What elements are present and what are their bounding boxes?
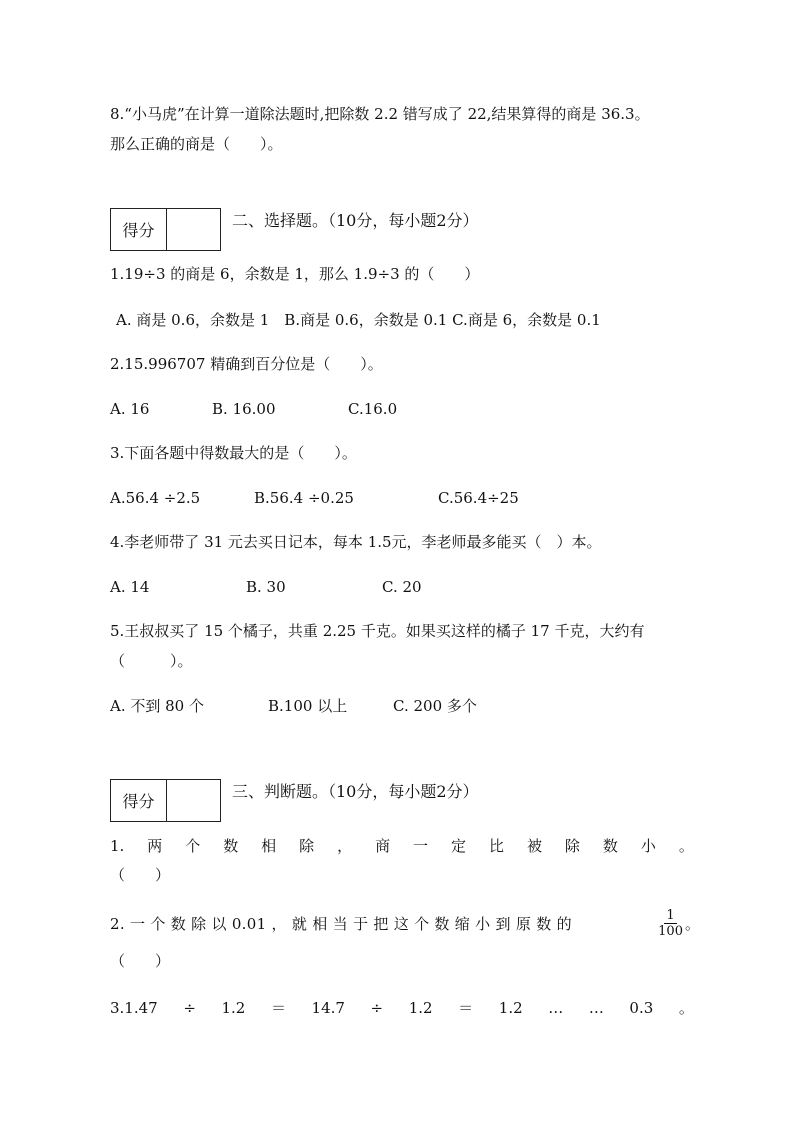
tf-q3-token: 1.2	[498, 999, 523, 1017]
tf-q1-token: ，	[337, 837, 353, 855]
mc-q2-option-a: A. 16	[110, 400, 150, 418]
tf-q3-token: ÷	[370, 999, 384, 1017]
tf-q1-token: 。	[678, 837, 694, 855]
section-2-title: 二、选择题。（10分，每小题2分）	[232, 211, 479, 230]
tf-q1-token: 定	[451, 837, 467, 855]
tf-q2-paren: （ ）	[110, 952, 171, 970]
mc-q3-option-c: C.56.4÷25	[438, 489, 519, 507]
tf-q1-token: 数	[223, 837, 239, 855]
tf-q3-token: …	[588, 999, 604, 1017]
tf-q1-token: 除	[564, 837, 580, 855]
mc-q5-line-2: （ ）。	[110, 652, 193, 670]
tf-q1-token: 被	[526, 837, 542, 855]
mc-q2: 2.15.996707 精确到百分位是（ ）。	[110, 355, 383, 373]
tf-q1-token: 个	[185, 837, 201, 855]
mc-q2-option-c: C.16.0	[348, 400, 398, 418]
score-blank	[167, 780, 220, 821]
score-label: 得分	[111, 780, 167, 821]
mc-q5-option-c: C. 200 多个	[393, 697, 477, 715]
score-blank	[167, 209, 220, 250]
tf-q1-token: 除	[299, 837, 315, 855]
score-box-section-3	[110, 779, 221, 822]
mc-q3: 3.下面各题中得数最大的是（ ）。	[110, 444, 357, 462]
tf-q3-token: 14.7	[311, 999, 345, 1017]
q8-line-1: 8.“小马虎”在计算一道除法题时,把除数 2.2 错写成了 22,结果算得的商是 36.3。	[110, 105, 650, 123]
fraction-denominator: 100	[658, 924, 683, 939]
tf-q3-token: …	[548, 999, 564, 1017]
score-box-section-2	[110, 208, 221, 251]
mc-q3-option-b: B.56.4 ÷0.25	[254, 489, 354, 507]
mc-q2-option-b: B. 16.00	[212, 400, 276, 418]
tf-q3-token: ＝	[458, 999, 474, 1017]
score-label: 得分	[111, 209, 167, 250]
mc-q1: 1.19÷3 的商是 6，余数是 1，那么 1.9÷3 的（ ）	[110, 265, 480, 283]
tf-q1-token: 小	[640, 837, 656, 855]
mc-q3-option-a: A.56.4 ÷2.5	[110, 489, 201, 507]
tf-q2-text: 2. 一 个 数 除 以 0.01 ， 就 相 当 于 把 这 个 数 缩 小 到 原 数 的	[110, 914, 572, 933]
tf-q2-end: 。	[684, 914, 700, 933]
mc-q5-line-1: 5.王叔叔买了 15 个橘子，共重 2.25 千克。如果买这样的橘子 17 千克，大约有	[110, 622, 645, 640]
mc-q5-option-a: A. 不到 80 个	[110, 697, 204, 715]
fraction-one-hundredth	[656, 908, 685, 939]
tf-q1-token: 两	[147, 837, 163, 855]
tf-q3-token: 。	[678, 999, 694, 1017]
tf-q1-token: 商	[375, 837, 391, 855]
tf-q1-token: 1.	[110, 837, 125, 855]
fraction-numerator: 1	[666, 908, 675, 923]
tf-q1-token: 数	[602, 837, 618, 855]
tf-q3-token: ＝	[270, 999, 286, 1017]
tf-q3-token: 0.3	[629, 999, 654, 1017]
mc-q5-option-b: B.100 以上	[268, 697, 348, 715]
tf-q1-token: 相	[261, 837, 277, 855]
tf-q1-line	[110, 836, 694, 856]
tf-q2-line	[110, 908, 700, 939]
tf-q3-token: 1.2	[221, 999, 246, 1017]
mc-q4: 4.李老师带了 31 元去买日记本，每本 1.5元，李老师最多能买（ ）本。	[110, 533, 602, 551]
tf-q3-token: ÷	[183, 999, 196, 1017]
tf-q3-line	[110, 998, 694, 1018]
tf-q1-token: 一	[413, 837, 429, 855]
section-3-title: 三、判断题。（10分，每小题2分）	[232, 782, 479, 801]
tf-q1-paren: （ ）	[110, 866, 171, 884]
tf-q1-token: 比	[488, 837, 504, 855]
mc-q1-options: A. 商是 0.6，余数是 1 B.商是 0.6，余数是 0.1 C.商是 6，余数是 0.1	[116, 311, 601, 329]
mc-q4-option-a: A. 14	[110, 578, 150, 596]
tf-q3-token: 1.2	[408, 999, 433, 1017]
tf-q3-token: 3.1.47	[110, 999, 158, 1017]
mc-q4-option-b: B. 30	[246, 578, 286, 596]
q8-line-2: 那么正确的商是（ ）。	[110, 135, 283, 153]
mc-q4-option-c: C. 20	[382, 578, 422, 596]
